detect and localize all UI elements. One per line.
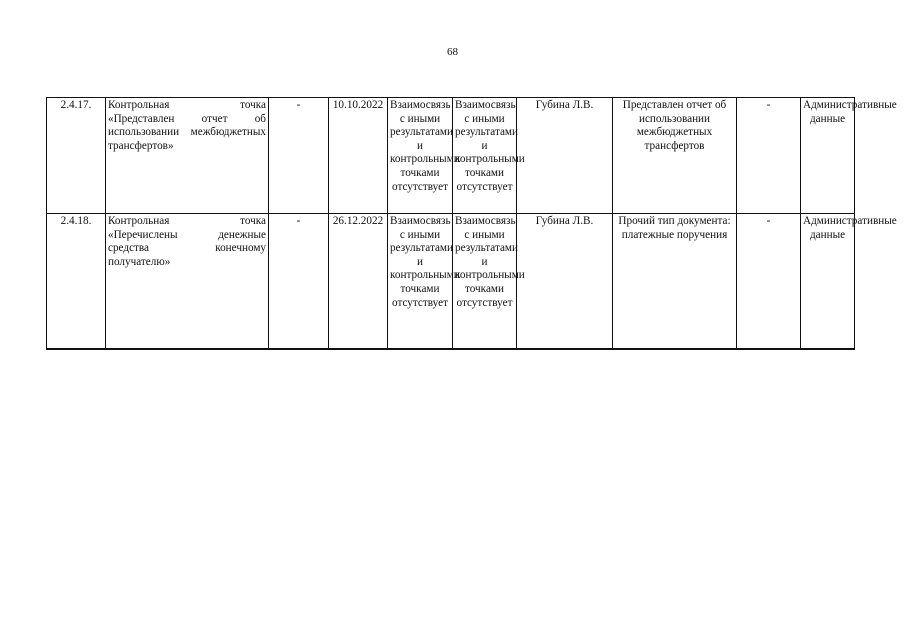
document-type: Представлен отчет об использовании межбюджетных трансфертов: [613, 98, 737, 214]
responsible-person: Губина Л.В.: [517, 98, 613, 214]
start-date: -: [269, 214, 329, 350]
data-source: Административные данные: [801, 214, 855, 350]
end-date: 26.12.2022: [329, 214, 388, 350]
successor-link: Взаимосвязь с иными результатами и контрольными точками отсутствует: [453, 98, 517, 214]
page-number: 68: [447, 46, 458, 58]
responsible-person: Губина Л.В.: [517, 214, 613, 350]
table-row: [47, 98, 855, 214]
control-point-name: Контрольная точка «Представлен отчет об использовании межбюджетных трансфертов»: [106, 98, 269, 214]
predecessor-link: Взаимосвязь с иными результатами и контрольными точками отсутствует: [388, 98, 453, 214]
row-number: 2.4.17.: [47, 98, 106, 214]
info-system: -: [737, 214, 801, 350]
table-row: [47, 214, 855, 350]
data-source: Административные данные: [801, 98, 855, 214]
info-system: -: [737, 98, 801, 214]
row-number: 2.4.18.: [47, 214, 106, 350]
document-type: Прочий тип документа: платежные поручения: [613, 214, 737, 350]
control-points-table: [46, 97, 897, 350]
start-date: -: [269, 98, 329, 214]
successor-link: Взаимосвязь с иными результатами и контрольными точками отсутствует: [453, 214, 517, 350]
control-point-name: Контрольная точка «Перечислены денежные средства конечному получателю»: [106, 214, 269, 350]
end-date: 10.10.2022: [329, 98, 388, 214]
predecessor-link: Взаимосвязь с иными результатами и контрольными точками отсутствует: [388, 214, 453, 350]
